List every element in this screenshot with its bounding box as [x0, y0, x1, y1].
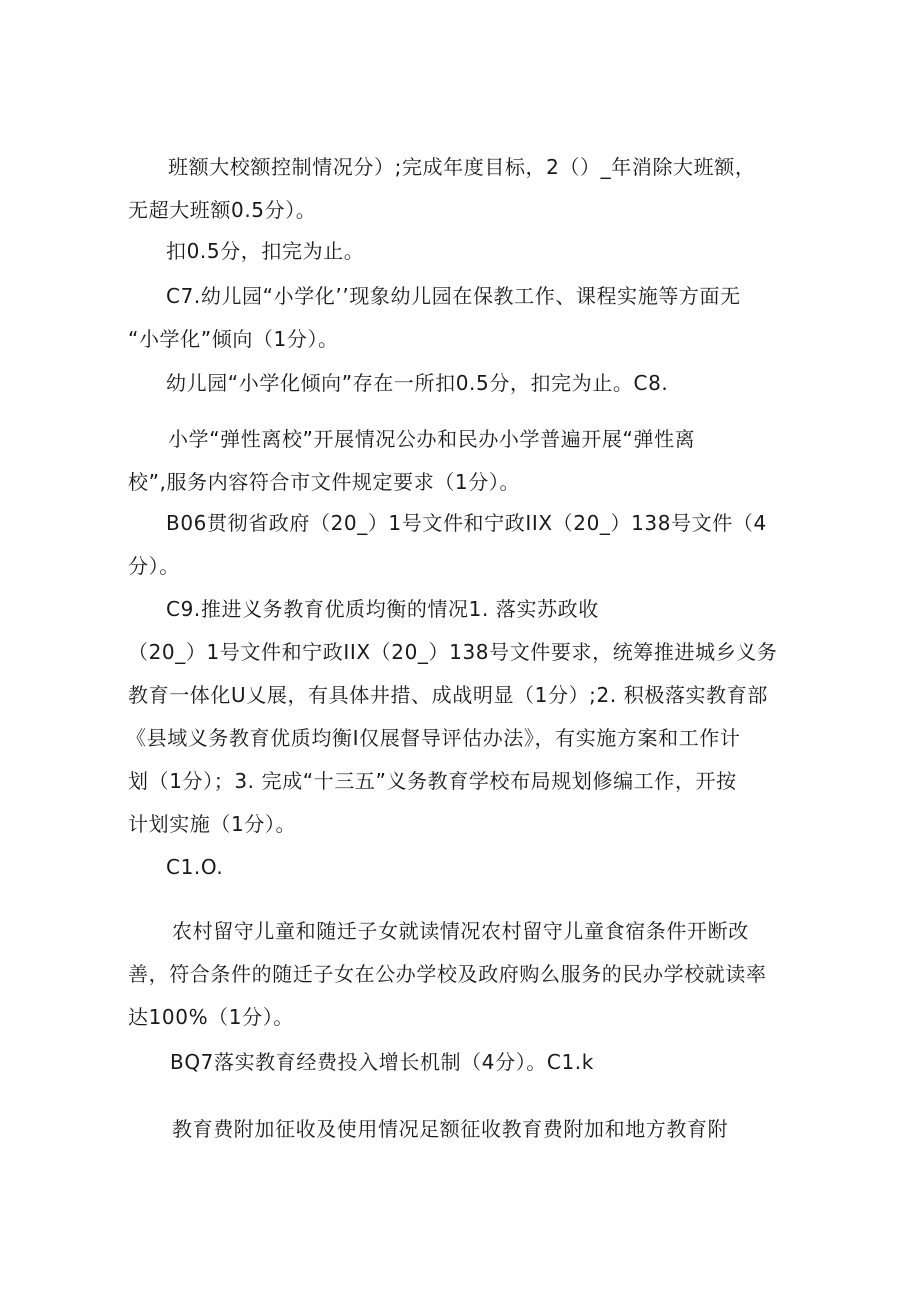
paragraph-class-size	[128, 146, 756, 232]
text-line: 教育费附加征收及使用情况足额征收教育费附加和地方教育附	[172, 1117, 729, 1141]
text-line: 划（1分）；3. 完成“十三五”义务教育学校布局规划修编工作，开按	[128, 769, 737, 793]
text-line: C1.O.	[166, 855, 224, 879]
text-line: 善，符合条件的随迁子女在公办学校及政府购么服务的民办学校就读率	[128, 962, 767, 986]
text-line: 无超大班额0.5分）。	[128, 198, 317, 222]
text-line: （20_）1号文件和宁政IIX（20_）138号文件要求，统筹推进城乡义务	[128, 640, 778, 664]
text-line: 小学“弹性离校”开展情况公办和民办小学普遍开展“弹性离	[168, 427, 696, 451]
paragraph-education-surcharge	[172, 1108, 728, 1151]
paragraph-deduction	[166, 230, 364, 273]
text-line: 分）。	[128, 554, 180, 578]
text-line: 班额大校额控制情况分）;完成年度目标，2（）_年消除大班额，	[168, 155, 756, 179]
text-line: “小学化”倾向（1分）。	[128, 327, 339, 351]
paragraph-left-behind-children	[128, 910, 767, 1039]
paragraph-b06	[128, 502, 767, 588]
text-line: 计划实施（1分）。	[128, 812, 297, 836]
paragraph-c7-kindergarten	[128, 275, 741, 361]
paragraph-c10	[166, 846, 223, 889]
text-line: C9.推进义务教育优质均衡的情况1. 落实苏政收	[166, 597, 599, 621]
paragraph-kindergarten-deduction	[166, 362, 668, 405]
text-line: 校”,服务内容符合市文件规定要求（1分）。	[128, 470, 521, 494]
text-line: B06贯彻省政府（20_）1号文件和宁政IIX（20_）138号文件（4	[166, 511, 767, 535]
text-line: 农村留守儿童和随迁子女就读情况农村留守儿童食宿条件开断改	[172, 919, 749, 943]
paragraph-bq7-funding	[170, 1041, 594, 1084]
text-line: 达100%（1分）。	[128, 1005, 294, 1029]
text-line: 幼儿园“小学化倾向”存在一所扣0.5分，扣完为止。C8.	[166, 371, 669, 395]
text-line: 《县域义务教育优质均衡I仅展督导评估办法》，有实施方案和工作计	[126, 726, 741, 750]
text-line: C7.幼儿园“小学化’’现象幼儿园在保教工作、课程实施等方面无	[166, 284, 741, 308]
text-line: 扣0.5分，扣完为止。	[166, 239, 365, 263]
text-line: BQ7落实教育经费投入增长机制（4分）。C1.k	[170, 1050, 594, 1074]
text-line: 教育一体化U乂展，有具体井措、成战明显（1分）;2. 积极落实教育部	[128, 683, 768, 707]
paragraph-c8-flexible-dismissal	[128, 418, 696, 504]
paragraph-c9-balanced-education	[126, 588, 778, 846]
